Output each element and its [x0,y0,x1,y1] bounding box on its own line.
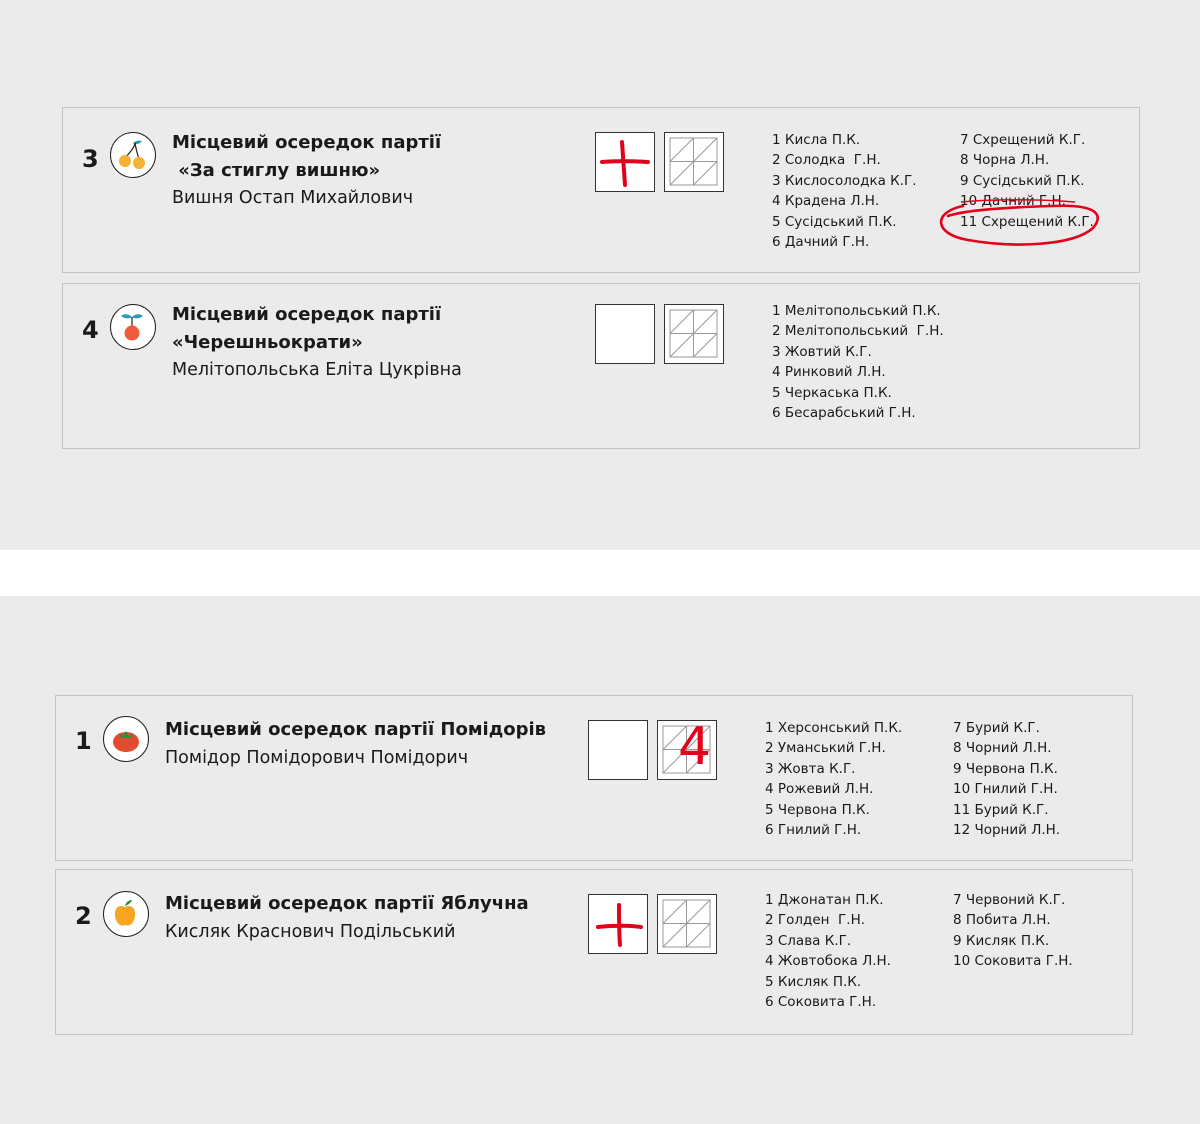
candidate-item: 5 Червона П.К. [765,801,870,818]
candidate-item: 4 Крадена Л.Н. [772,193,880,210]
candidate-item-circled: 11 Схрещений К.Г. [960,213,1094,230]
ballot-panel-top [0,0,1200,550]
candidate-item: 3 Кислосолодка К.Г. [772,172,917,189]
apple-icon [103,891,149,937]
party-leader: Помідор Помідорович Помідорич [165,748,469,768]
candidate-item: 2 Голден Г.Н. [765,912,866,929]
digit-template-grid [658,895,715,952]
preference-number-box[interactable] [664,304,724,364]
party-name-line: «Черешньократи» [172,332,363,353]
party-name [172,301,441,357]
party-number: 3 [82,145,99,173]
party-name [165,890,529,918]
candidate-item: 3 Слава К.Г. [765,932,852,949]
candidate-list-col1 [772,130,917,252]
party-name [165,716,546,744]
candidate-item: 11 Бурий К.Г. [953,801,1049,818]
vote-checkbox[interactable] [588,720,648,780]
candidate-item: 1 Кисла П.К. [772,132,861,148]
candidate-item: 5 Кисляк П.К. [765,973,862,990]
party-name-line: Місцевий осередок партії [172,132,442,153]
candidate-item: 4 Жовтобока Л.Н. [765,953,891,970]
vote-mark [589,895,646,952]
party-name-line: «За стиглу вишню» [172,160,381,181]
candidate-item: 6 Дачний Г.Н. [772,234,870,251]
party-name-line: Місцевий осередок партії [172,304,442,325]
candidate-item: 4 Рожевий Л.Н. [765,781,874,798]
candidate-item: 5 Черкаська П.К. [772,384,892,401]
party-name-line: Місцевий осередок партії Помідорів [165,719,547,740]
preference-number-box[interactable] [664,132,724,192]
candidate-item: 7 Бурий К.Г. [953,720,1040,736]
candidate-item-crossed: 10 Дачний Г.Н. [960,193,1066,210]
candidate-item: 9 Червона П.К. [953,760,1058,777]
digit-template-grid [665,133,722,190]
cherry-pair-icon [110,132,156,178]
party-leader: Вишня Остап Михайлович [172,188,414,208]
candidate-item: 2 Солодка Г.Н. [772,152,881,169]
party-number: 4 [82,316,99,344]
candidate-list-col2 [953,718,1060,840]
candidate-item: 8 Чорна Л.Н. [960,152,1050,169]
candidate-list-col1 [765,890,891,1012]
candidate-list-col2 [953,890,1073,972]
preference-number-box[interactable] [657,894,717,954]
vote-checkbox[interactable] [595,304,655,364]
candidate-item: 9 Сусідський П.К. [960,172,1085,189]
candidate-list-col1 [772,301,944,423]
candidate-item: 1 Джонатан П.К. [765,892,884,908]
candidate-item: 1 Мелітопольський П.К. [772,303,941,319]
candidate-item: 8 Побита Л.Н. [953,912,1051,929]
vote-mark [596,133,653,190]
candidate-item: 3 Жовта К.Г. [765,760,856,777]
candidate-list-col2 [960,130,1094,232]
party-name [172,129,441,185]
vote-checkbox[interactable] [595,132,655,192]
ballot-row-party-2 [55,869,1133,1035]
candidate-item: 2 Уманський Г.Н. [765,740,886,757]
preference-number-box[interactable] [657,717,717,780]
candidate-item: 2 Мелітопольський Г.Н. [772,323,944,340]
party-number: 2 [75,902,92,930]
candidate-item: 8 Чорний Л.Н. [953,740,1052,757]
candidate-item: 12 Чорний Л.Н. [953,822,1061,839]
party-number: 1 [75,727,92,755]
ballot-row-party-3 [62,107,1140,273]
candidate-item: 7 Схрещений К.Г. [960,132,1086,148]
candidate-item: 7 Червоний К.Г. [953,892,1066,908]
candidate-list-col1 [765,718,902,840]
candidate-item: 4 Ринковий Л.Н. [772,364,886,381]
digit-template-grid [665,305,722,362]
handwritten-preference-digit: 4 [678,717,712,777]
candidate-item: 6 Гнилий Г.Н. [765,822,862,839]
party-name-line: Місцевий осередок партії Яблучна [165,893,529,914]
candidate-item: 6 Бесарабський Г.Н. [772,405,916,422]
ballot-panel-bottom [0,596,1200,1124]
cherry-icon [110,304,156,350]
ballot-row-party-1 [55,695,1133,861]
candidate-item: 3 Жовтий К.Г. [772,343,872,360]
candidate-item: 1 Херсонський П.К. [765,720,903,736]
party-leader: Мелітопольська Еліта Цукрівна [172,360,462,380]
ballot-row-party-4 [62,283,1140,449]
candidate-item: 9 Кисляк П.К. [953,932,1050,949]
candidate-item: 10 Гнилий Г.Н. [953,781,1058,798]
party-leader: Кисляк Краснович Подільський [165,922,456,942]
candidate-item: 5 Сусідський П.К. [772,213,897,230]
vote-checkbox[interactable] [588,894,648,954]
candidate-item: 10 Соковита Г.Н. [953,953,1073,970]
candidate-item: 6 Соковита Г.Н. [765,994,877,1011]
tomato-icon [103,716,149,762]
